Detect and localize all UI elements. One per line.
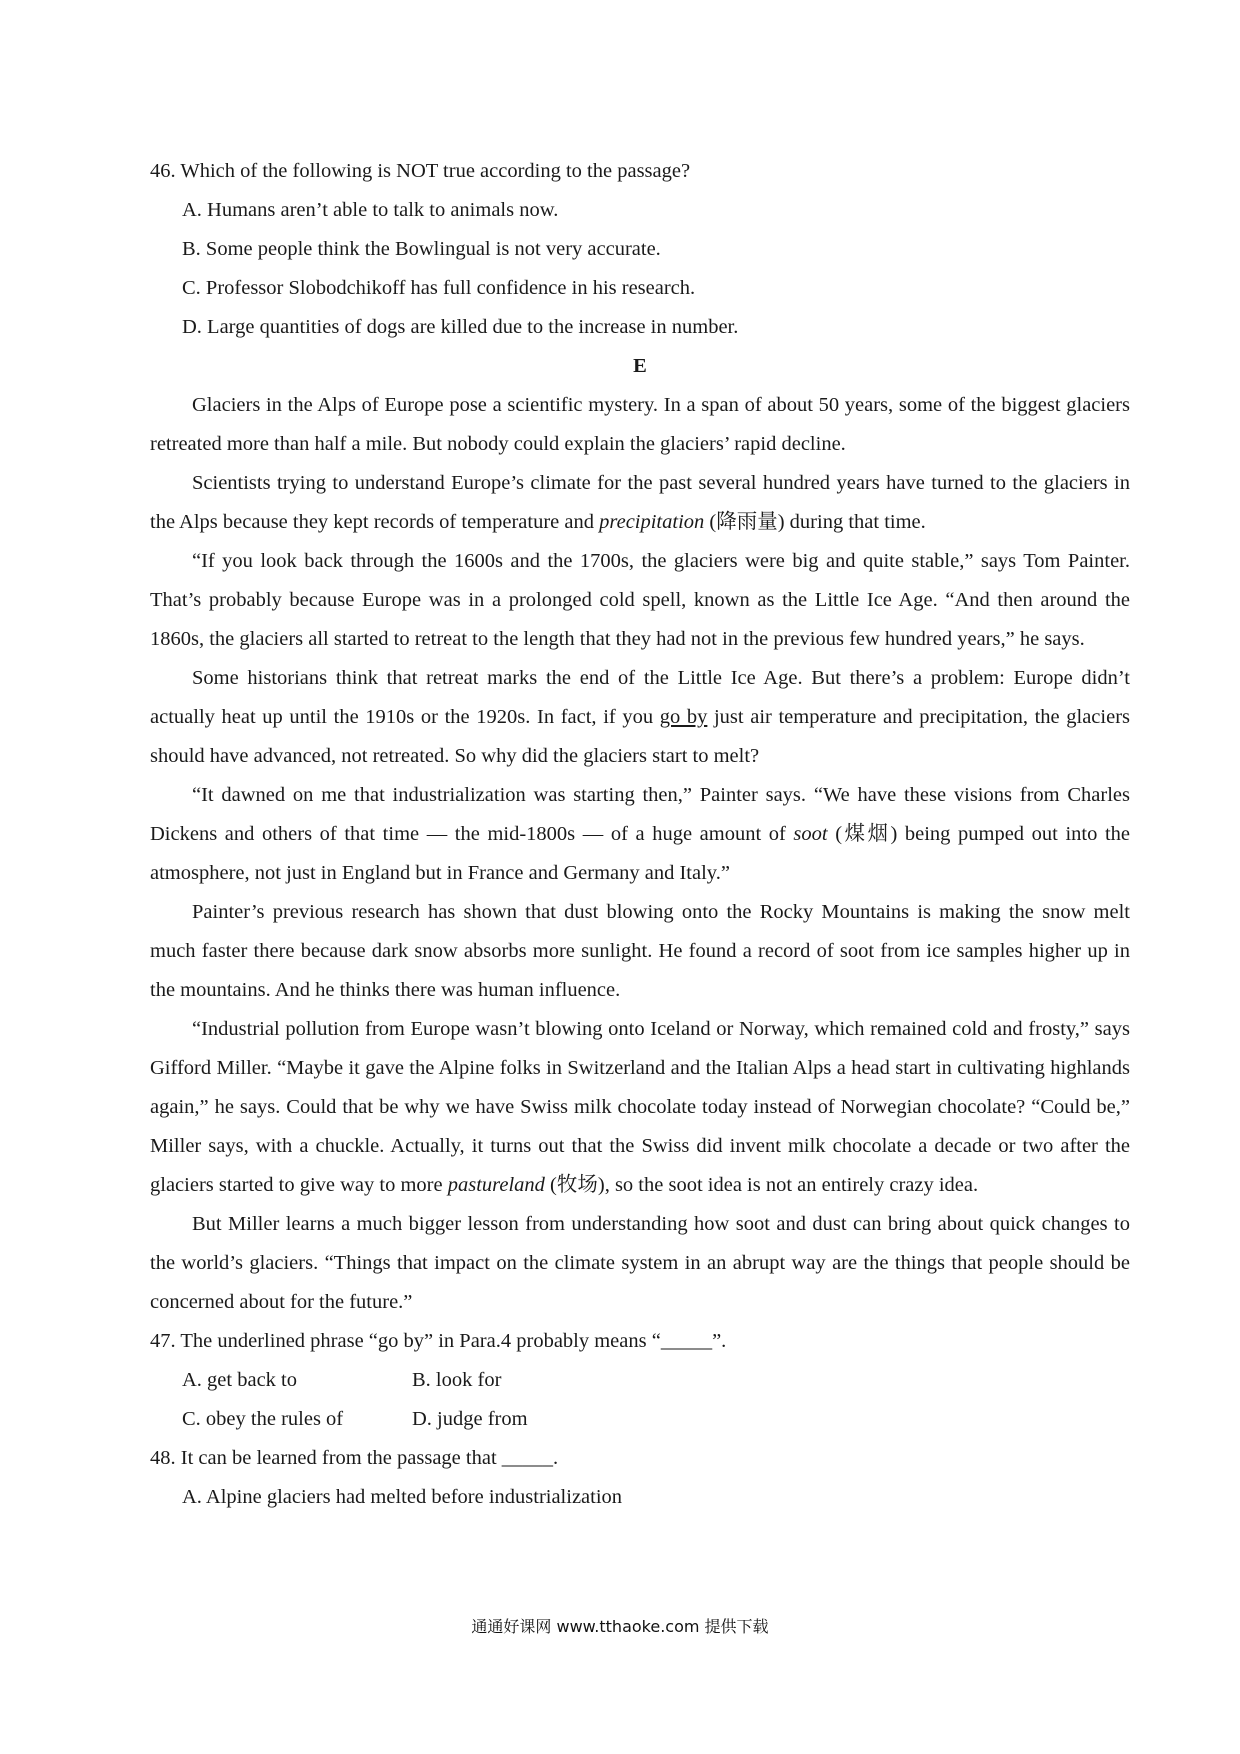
passage-paragraph-7 [150, 1010, 1130, 1205]
passage-paragraph-8: But Miller learns a much bigger lesson from understanding how soot and dust can bring about quick changes to the world’s glaciers. “Things that impact on the climate system in an abrupt way are the things that people should be concerned about for the future.” [150, 1213, 1130, 1313]
passage-paragraph-2 [150, 464, 1130, 542]
paragraph-5-text-a: “It dawned on me that industrialization was starting then,” Painter says. “We have these visions from Charles Dickens and others of that time — the mid-1800s — of a huge amount of [150, 784, 1130, 845]
paragraph-7-text-b: (牧场), so the soot idea is not an entirely crazy idea. [544, 1174, 979, 1196]
question-47-option-d: D. judge from [412, 1408, 528, 1430]
question-47-options-row-2 [150, 1400, 1130, 1439]
page-footer: 通通好课网 www.tthaoke.com 提供下载 [471, 1617, 769, 1636]
passage-paragraph-4 [150, 659, 1130, 776]
question-47-stem: 47. The underlined phrase “go by” in Para.4 probably means “_____”. [150, 1330, 727, 1352]
question-47-option-b: B. look for [412, 1369, 502, 1391]
paragraph-7-text-a: “Industrial pollution from Europe wasn’t blowing onto Iceland or Norway, which remained cold and frosty,” says Gifford Miller. “Maybe it gave the Alpine folks in Switzerland and the Italian Alps a head start in cultivating highlands again,” he says. Could that be why we have Swiss milk chocolate today instead of Norwegian chocolate? “Could be,” Miller says, with a chuckle. Actually, it turns out that the Swiss did invent milk chocolate a decade or two after the glaciers started to give way to more [150, 1018, 1130, 1196]
question-48-stem: 48. It can be learned from the passage that _____. [150, 1447, 559, 1469]
question-46-option-c: C. Professor Slobodchikoff has full confidence in his research. [182, 277, 696, 299]
paragraph-2-text-b: (降雨量) during that time. [704, 511, 926, 533]
passage-paragraph-1: Glaciers in the Alps of Europe pose a scientific mystery. In a span of about 50 years, some of the biggest glaciers retreated more than half a mile. But nobody could explain the glaciers’ rapid decline. [150, 394, 1130, 455]
page-text [150, 152, 1130, 1517]
passage-paragraph-6: Painter’s previous research has shown that dust blowing onto the Rocky Mountains is making the snow melt much faster there because dark snow absorbs more sunlight. He found a record of soot from ice samples higher up in the mountains. And he thinks there was human influence. [150, 901, 1130, 1001]
paragraph-2-text-a: Scientists trying to understand Europe’s climate for the past several hundred years have turned to the glaciers in the Alps because they kept records of temperature and [150, 472, 1130, 533]
question-46-option-a: A. Humans aren’t able to talk to animals now. [182, 199, 559, 221]
underlined-phrase-go-by: go by [659, 706, 708, 728]
term-soot: soot [793, 823, 828, 845]
passage-paragraph-5 [150, 776, 1130, 893]
term-precipitation: precipitation [599, 511, 705, 533]
passage-paragraph-3: “If you look back through the 1600s and the 1700s, the glaciers were big and quite stable,” says Tom Painter. That’s probably because Europe was in a prolonged cold spell, known as the Little Ice Age. “And then around the 1860s, the glaciers all started to retreat to the length that they had not in the previous few hundred years,” he says. [150, 550, 1130, 650]
question-48-option-a: A. Alpine glaciers had melted before industrialization [182, 1486, 623, 1508]
section-heading: E [633, 355, 647, 377]
question-46-stem: 46. Which of the following is NOT true according to the passage? [150, 160, 691, 182]
question-47-options-row-1 [150, 1361, 1130, 1400]
paragraph-5-text-b: (煤烟) being pumped out into the atmosphere, not just in England but in France and Germany and Italy.” [150, 823, 1130, 884]
paragraph-4-text-a: Some historians think that retreat marks the end of the Little Ice Age. But there’s a problem: Europe didn’t actually heat up until the 1910s or the 1920s. In fact, if you [150, 667, 1130, 728]
question-47-option-a: A. get back to [182, 1369, 297, 1391]
question-46-option-b: B. Some people think the Bowlingual is not very accurate. [182, 238, 661, 260]
paragraph-4-text-b: just air temperature and precipitation, the glaciers should have advanced, not retreated. So why did the glaciers start to melt? [150, 706, 1130, 767]
question-47-option-c: C. obey the rules of [182, 1408, 344, 1430]
question-46-option-d: D. Large quantities of dogs are killed due to the increase in number. [182, 316, 739, 338]
term-pastureland: pastureland [447, 1174, 545, 1196]
